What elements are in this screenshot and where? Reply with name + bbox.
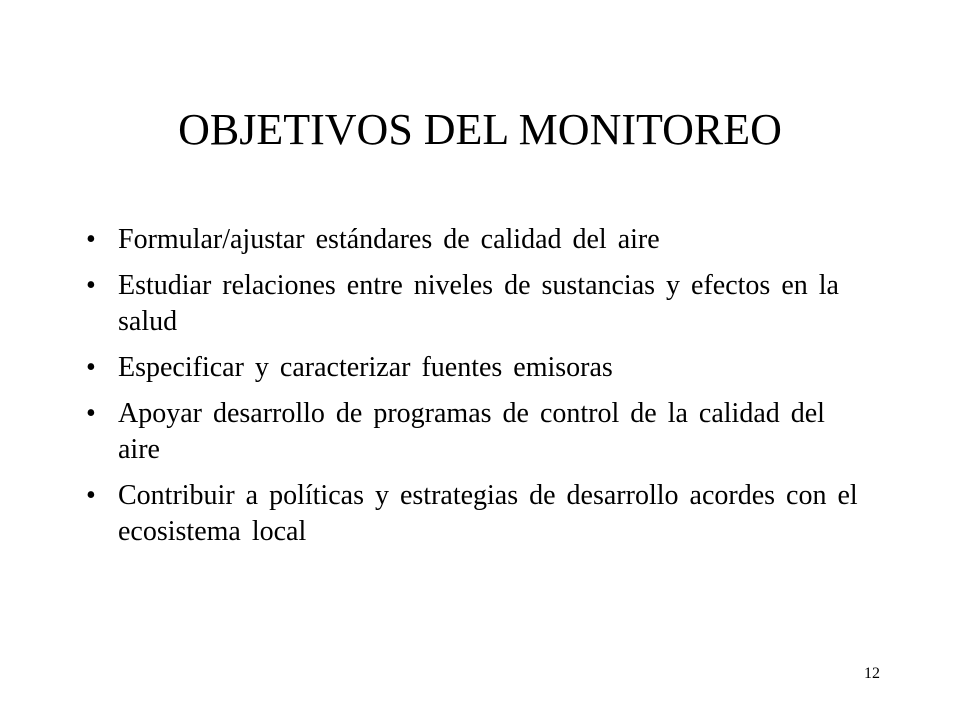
bullet-text: Apoyar desarrollo de programas de control de la calidad del aire xyxy=(118,398,825,465)
bullet-item xyxy=(80,478,860,550)
bullet-icon: • xyxy=(86,480,96,511)
bullet-item xyxy=(80,350,860,386)
bullet-text: Formular/ajustar estándares de calidad del aire xyxy=(118,224,660,255)
bullet-text: Especificar y caracterizar fuentes emisoras xyxy=(118,352,613,383)
bullet-icon: • xyxy=(86,398,96,429)
bullet-item xyxy=(80,268,860,340)
page-number: 12 xyxy=(864,665,880,682)
bullet-list xyxy=(80,222,860,550)
bullet-text: Estudiar relaciones entre niveles de sustancias y efectos en la salud xyxy=(118,270,839,337)
bullet-item xyxy=(80,396,860,468)
bullet-item xyxy=(80,222,860,258)
bullet-text: Contribuir a políticas y estrategias de desarrollo acordes con el ecosistema local xyxy=(118,480,858,547)
bullet-icon: • xyxy=(86,224,96,255)
slide-title: OBJETIVOS DEL MONITOREO xyxy=(178,105,782,154)
bullet-icon: • xyxy=(86,270,96,301)
bullet-icon: • xyxy=(86,352,96,383)
